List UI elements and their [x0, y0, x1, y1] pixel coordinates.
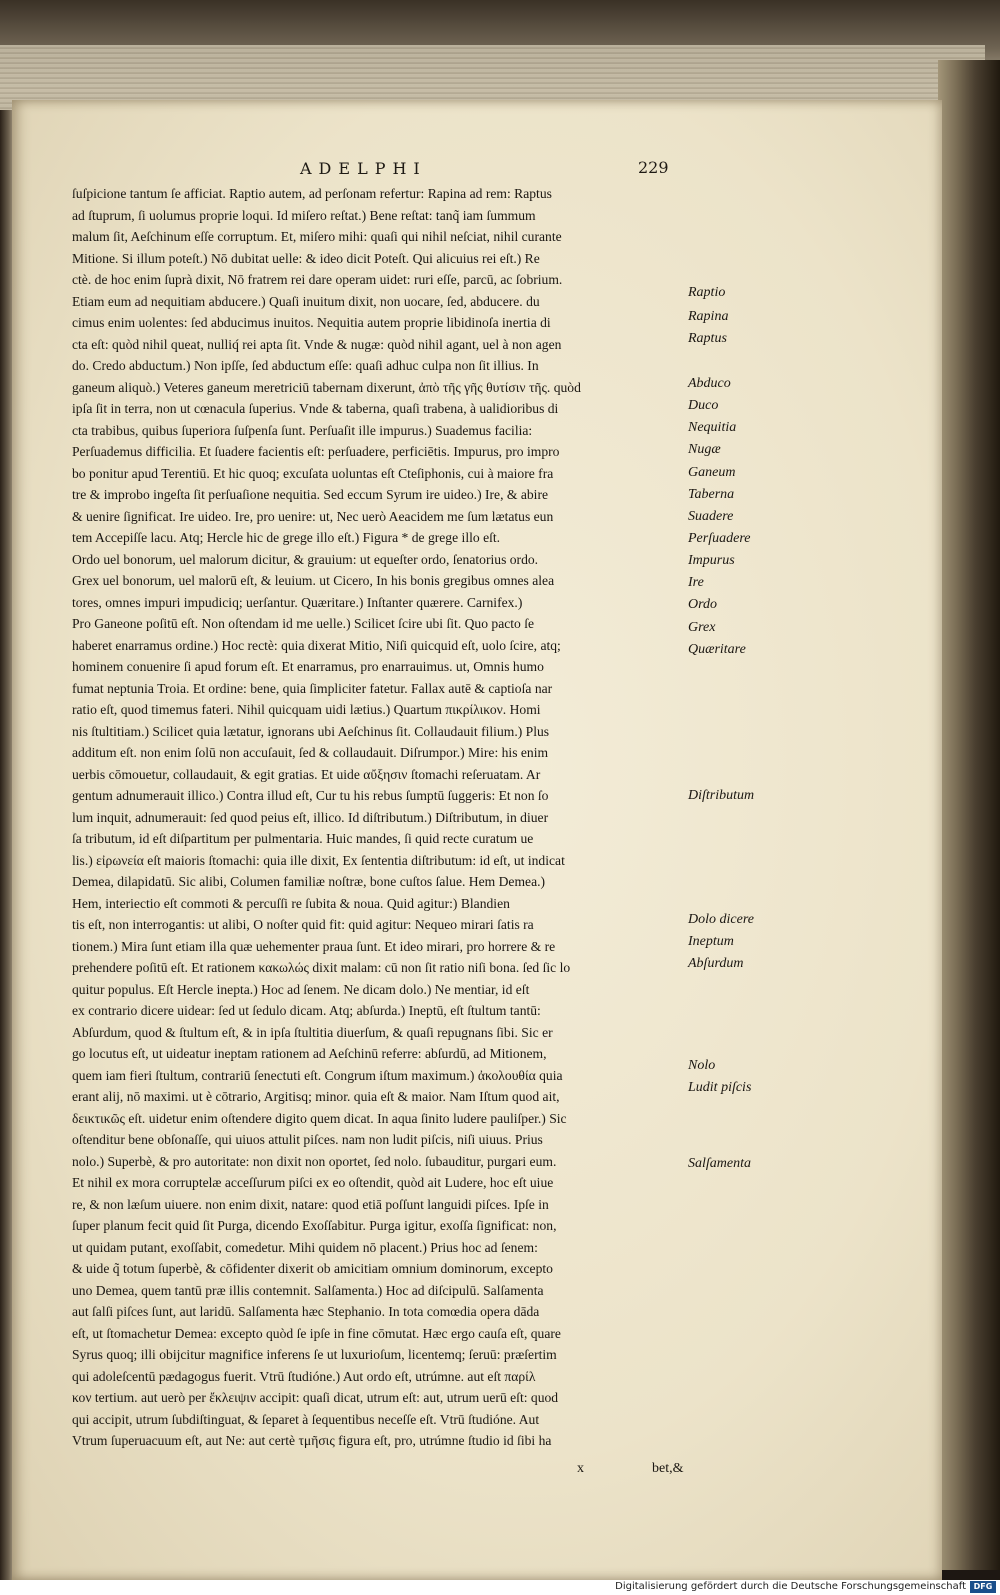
- text-line: ſuſpicione tantum ſe afficiat. Raptio autem, ad perſonam refertur: Rapina ad rem: Raptus: [72, 186, 552, 201]
- text-line: qui accipit, utrum ſubdiſtinguat, & ſeparet à ſequentibus neceſſe eſt. Vtrū ſtudióne. Aut: [72, 1411, 540, 1427]
- text-line: Et nihil ex mora corruptelæ acceſſurum piſci ex eo oſtendit, quòd ait Ludere, hoc eſt uiue: [72, 1175, 554, 1190]
- text-line: lum inquit, adnumerauit: ſed quod peius eſt, illico. Id diſtributum.) Diſtributum, in diuer: [72, 809, 549, 825]
- text-line: ſuper planum fecit quid ſit Purga, dicendo Exoſſabitur. Purga igitur, exoſſa ſignificat: non,: [72, 1218, 557, 1233]
- text-line: δεικτικῶς eſt. uidetur enim oſtendere digito quem dicat. In aqua ſinito ludere pauliſper.) Sic: [72, 1110, 567, 1126]
- margin-note: Duco: [688, 398, 719, 413]
- text-line: ad ſtuprum, ſi uolumus proprie loqui. Id miſero reſtat.) Bene reſtat: tanq̃ iam ſummum: [72, 207, 536, 223]
- margin-note: Salſamenta: [688, 1156, 751, 1171]
- text-line: fumat neptunia Troia. Et ordine: bene, quia ſimpliciter fatetur. Fallax autē & captioſa nar: [72, 680, 553, 696]
- running-head: ADELPHI: [300, 159, 427, 178]
- text-line: prehendere poſitū eſt. Et rationem κακωλώς dixit malam: cū non ſit ratio niſi bona. ſed ſic lo: [72, 960, 571, 975]
- margin-note: Ire: [688, 575, 704, 590]
- margin-note: Diſtributum: [688, 788, 755, 803]
- text-line: quem iam fieri ſtultum, contrariū ſenectuti eſt. Congrum iſtum maximum.) ἀκολουθία quia: [72, 1067, 563, 1083]
- margin-note: Rapina: [688, 309, 729, 324]
- text-line: erant alij, nō maximi. ut è cōtrario, Argitisq; minor. quia eſt & maior. Nam Iſtum quod ait,: [72, 1089, 560, 1104]
- text-line: ratio eſt, quod timemus fateri. Nihil quicquam uidi lætius.) Quartum πικρίλικον. Homi: [72, 702, 541, 717]
- text-line: Abſurdum, quod & ſtultum eſt, & in ipſa ſtultitia diuerſum, & quaſi repugnans ſibi. Sic er: [72, 1024, 553, 1040]
- text-line: lis.) εἰρωνεία eſt maioris ſtomachi: quia ille dixit, Ex ſententia diſtributum: id eſt, ut indicat: [72, 852, 565, 868]
- text-line: aut ſalſi piſces ſunt, aut laridū. Salſamenta hæc Stephanio. In tota comœdia opera dāda: [72, 1304, 540, 1319]
- margin-note: Impurus: [688, 553, 735, 568]
- margin-note: Ganeum: [688, 465, 736, 480]
- margin-note: Grex: [688, 620, 716, 635]
- text-line: cta eſt: quòd nihil queat, nulliq́ rei apta ſit. Vnde & nugæ: quòd nihil agant, uel à non agen: [72, 336, 562, 352]
- text-line: Etiam eum ad nequitiam abducere.) Quaſi inuitum dixit, non uocare, ſed, abducere. du: [72, 293, 540, 309]
- text-line: ctè. de hoc enim ſuprà dixit, Nō fratrem rei dare operam uidet: ruri eſſe, parcū, ac ſobrium.: [72, 272, 563, 287]
- text-line: nis ſtultitiam.) Scilicet quia lætatur, ignorans ubi Aeſchinus ſit. Collaudauit filium.) Plus: [72, 723, 550, 739]
- text-line: ipſa ſit in terra, non ut cœnacula ſuperius. Vnde & taberna, quaſi trabena, à ualidioribus di: [72, 401, 559, 416]
- text-line: cta trabibus, quibus ſuperiora ſuſpenſa ſunt. Perſuaſit ille impurus.) Suademus facilia:: [72, 422, 533, 438]
- text-line: go locutus eſt, ut uideatur ineptam rationem ad Aeſchinū referre: abſurdū, ad Mitionem,: [72, 1046, 547, 1061]
- text-line: bo ponitur apud Terentiū. Et hic quoq; excuſata uoluntas eſt Cteſiphonis, cui à maiore fra: [72, 465, 554, 481]
- text-line: ganeum aliquò.) Veteres ganeum meretriciū tabernam dixerunt, ἀπὸ τῆς γῆς θυτίσιν τῆς. quòd: [72, 379, 581, 395]
- margin-note: Ineptum: [688, 934, 734, 949]
- text-line: oſtenditur bene obſonaſſe, qui uiuos attulit piſces. nam non ludit piſcis, niſi uiuus. Prius: [72, 1132, 543, 1147]
- text-line: tre & improbo ingeſta ſit perſuaſione nequitia. Sed eccum Syrum ire uideo.) Ire, & abire: [72, 487, 549, 502]
- text-line: malum ſit, Aeſchinum eſſe corruptum. Et, miſero mihi: quaſi qui nihil neſciat, nihil curante: [72, 229, 562, 244]
- text-line: quitur populus. Eſt Hercle inepta.) Hoc ad ſenem. Ne dicam dolo.) Ne mentiar, id eſt: [72, 981, 530, 997]
- margin-notes: [688, 0, 808, 1595]
- signature-mark: x: [577, 1461, 584, 1476]
- margin-note: Perſuadere: [688, 531, 751, 546]
- fore-edge: [938, 60, 1000, 1570]
- text-line: ſa tributum, id eſt diſpartitum per pulmentaria. Huic mandes, ſi quid recte curatum ue: [72, 831, 534, 846]
- text-line: Hem, interiectio eſt commoti & percuſſi re ſubita & noua. Quid agitur:) Blandien: [72, 895, 510, 911]
- margin-note: Nequitia: [688, 420, 737, 435]
- text-line: & uide q̃ totum ſuperbè, & cōfidenter dixerit ob amicitiam omnium dominorum, excepto: [72, 1261, 553, 1276]
- margin-note: Nolo: [688, 1058, 716, 1073]
- text-line: cimus enim uolentes: ſed abducimus inuitos. Nequitia autem proprie libidinoſa inertia di: [72, 315, 551, 330]
- text-line: eſt, ut ſtomachetur Demea: excepto quòd ſe ipſe in fine cōmutat. Hæc ergo cauſa eſt, quare: [72, 1325, 561, 1341]
- text-line: ex contrario dicere uidear: ſed ut ſedulo dicam. Atq; abſurda.) Ineptū, eſt ſtultum tantū:: [72, 1003, 541, 1018]
- margin-note: Taberna: [688, 487, 735, 502]
- text-line: Demea, dilapidatū. Sic alibi, Columen familiæ noſtræ, bone cuſtos ſalue. Hem Demea.): [72, 874, 546, 889]
- page-number: 229: [638, 158, 669, 177]
- text-line: nolo.) Superbè, & pro autoritate: non dixit non oportet, ſed nolo. ſubauditur, purgari eum.: [72, 1153, 557, 1169]
- footer-credit: Digitalisierung gefördert durch die Deutsche Forschungsgemeinschaft: [615, 1581, 966, 1592]
- text-line: Ordo uel bonorum, uel malorum dicitur, & grauium: ut equeſter ordo, ſenatorius ordo.: [72, 551, 539, 567]
- text-line: κον tertium. aut uerò per ἔκλειψιν accipit: quaſi dicat, utrum eſt: aut, utrum uerū eſt: quod: [72, 1390, 559, 1405]
- text-line: additum eſt. non enim ſolū non accuſauit, ſed & collaudauit. Diſrumpor.) Mire: his enim: [72, 745, 549, 760]
- margin-note: Abſurdum: [688, 956, 744, 971]
- text-line: Syrus quoq; illi obijcitur magnifice inferens ſe ut luxurioſum, licentemq; ſeruū: præſertim: [72, 1347, 557, 1362]
- margin-note: Ludit piſcis: [688, 1080, 752, 1095]
- text-line: tem Accepiſſe lacu. Atq; Hercle hic de grege illo eſt.) Figura * de grege illo eſt.: [72, 530, 501, 545]
- text-line: tionem.) Mira ſunt etiam illa quæ uehementer praua ſunt. Et ideo mirari, pro horrere & re: [72, 938, 556, 954]
- commentary-text-block: [72, 183, 682, 1452]
- margin-note: Abduco: [688, 376, 731, 391]
- text-line: tores, omnes impuri impudiciq; uerſantur. Quæritare.) Inſtanter quærere. Carnifex.): [72, 594, 523, 610]
- text-line: gentum adnumerauit illico.) Contra illud eſt, Cur tu his rebus ſumptū ſuggeris: Et non ſo: [72, 788, 549, 803]
- catchword: bet,&: [652, 1461, 684, 1476]
- text-line: Pro Ganeone poſitū eſt. Non oſtendam id me uelle.) Scilicet ſcire ubi ſit. Quo pacto ſe: [72, 616, 535, 631]
- text-line: Mitione. Si illum poteſt.) Nō dubitat uelle: & ideo dicit Poteſt. Qui alicuius rei eſt.) Re: [72, 250, 540, 266]
- text-line: Vtrum ſuperuacuum eſt, aut Ne: aut certè τμῆσις figura eſt, pro, utrúmne ſtudio id ſibi ha: [72, 1433, 552, 1448]
- text-line: tis eſt, non interrogantis: ut alibi, O noſter quid fit: quid agitur: Nequeo mirari ſatis ra: [72, 917, 534, 932]
- text-line: Grex uel bonorum, uel malorū eſt, & leuium. ut Cicero, In his bonis gregibus omnes alea: [72, 573, 555, 588]
- text-line: & uenire ſignificat. Ire uideo. Ire, pro uenire: ut, Nec uerò Aeacidem me ſum lætatus eun: [72, 508, 554, 524]
- text-line: ut quidam putant, exoſſabit, comedetur. Mihi quidem nō placent.) Prius hoc ad ſenem:: [72, 1239, 538, 1255]
- text-line: hominem conuenire ſi apud forum eſt. Et enarramus, pro enarrauimus. ut, Omnis humo: [72, 659, 544, 674]
- margin-note: Nugæ: [688, 442, 721, 457]
- margin-note: Raptio: [688, 285, 726, 300]
- margin-note: Raptus: [688, 331, 727, 346]
- text-line: uerbis cōmouetur, collaudauit, & egit gratias. Et uide αὔξησιν ſtomachi reſeruatam. Ar: [72, 766, 541, 782]
- text-line: re, & non læſum uiuere. non enim dixit, natare: quod etiā poſſunt languidi piſces. Ipſe in: [72, 1196, 549, 1212]
- text-line: haberet enarramus ordine.) Hoc rectè: quia dixerat Mitio, Niſi quicquid eſt, uolo ſcire, atq;: [72, 637, 561, 653]
- margin-note: Dolo dicere: [688, 912, 754, 927]
- text-line: do. Credo abductum.) Non ipſſe, ſed abductum eſſe: quaſi adhuc culpa non ſit illius. In: [72, 358, 539, 373]
- margin-note: Ordo: [688, 597, 718, 612]
- margin-note: Quæritare: [688, 642, 746, 657]
- margin-note: Suadere: [688, 509, 734, 524]
- text-line: Perſuademus difficilia. Et ſuadere facientis eſt: perſuadere, perficiētis. Impurus, pro impro: [72, 444, 560, 459]
- text-line: qui adoleſcentū pædagogus fuerit. Vtrū ſtudióne.) Aut ordo eſt, utrúmne. aut eſt παρίλ: [72, 1368, 536, 1384]
- text-line: uno Demea, quem tantū præ illis contemnit. Salſamenta.) Hoc ad diſcipulū. Salſamenta: [72, 1282, 544, 1298]
- dfg-logo: DFG: [970, 1581, 996, 1593]
